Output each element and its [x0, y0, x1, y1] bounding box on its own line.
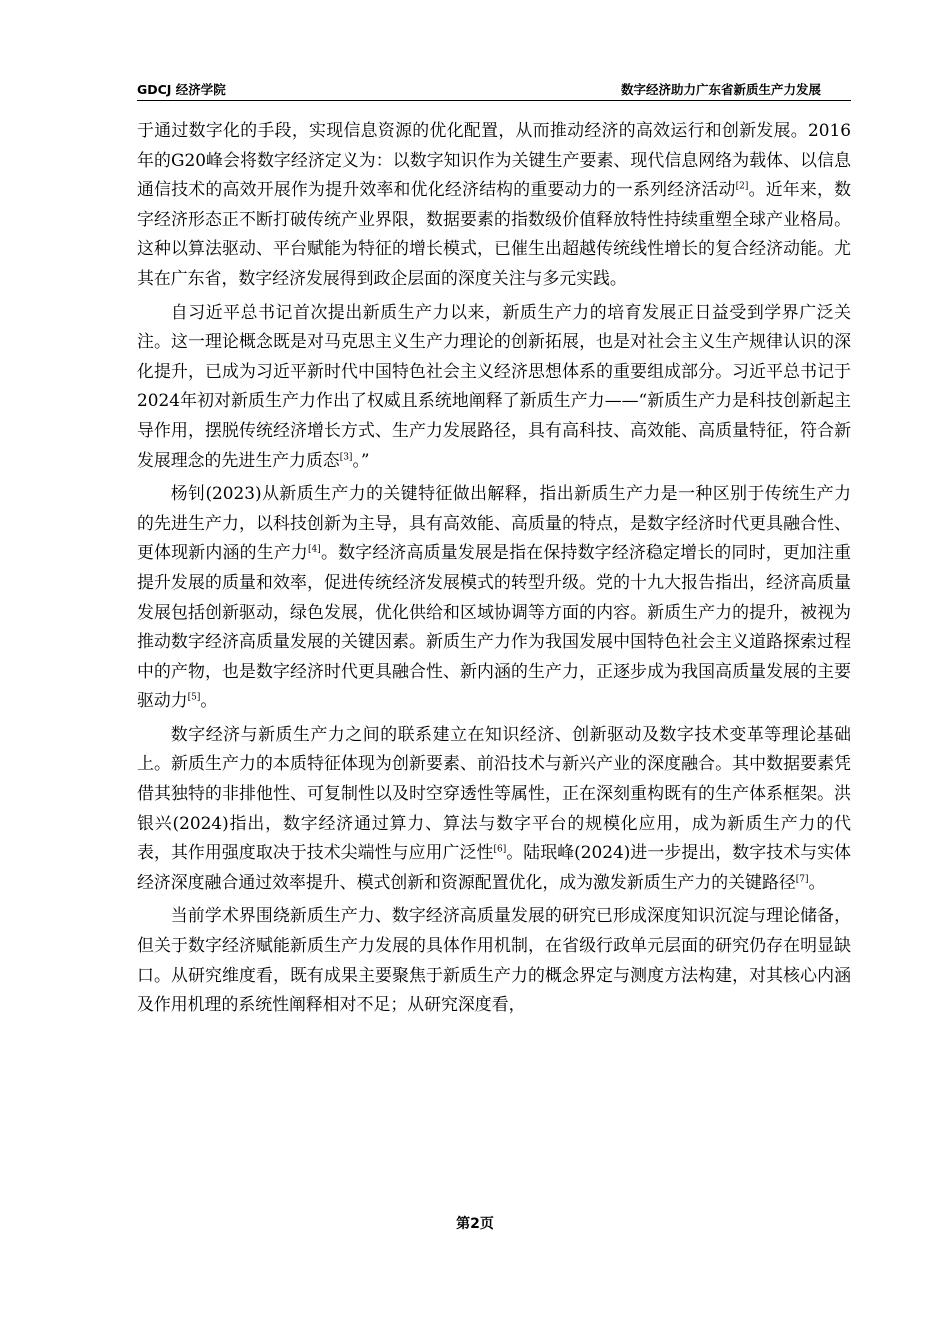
paragraph-text: 杨钊(2023)从新质生产力的关键特征做出解释，指出新质生产力是一种区别于传统生产力的先进生产力，以科技创新为主导，具有高效能、高质量的特点，是数字经济时代更具融合性、更体现新内涵的生产力	[137, 483, 851, 563]
citation-marker: [2]	[735, 181, 749, 192]
citation-marker: [7]	[795, 874, 809, 885]
document-body	[137, 116, 851, 1024]
citation-marker: [6]	[493, 844, 507, 855]
page-header	[137, 78, 851, 98]
paragraph	[137, 901, 851, 1019]
paragraph-text: 当前学术界围绕新质生产力、数字经济高质量发展的研究已形成深度知识沉淀与理论储备，但关于数字经济赋能新质生产力发展的具体作用机制，在省级行政单元层面的研究仍存在明显缺口。从研究维度看，既有成果主要聚焦于新质生产力的概念界定与测度方法构建，对其核心内涵及作用机理的系统性阐释相对不足；从研究深度看，	[137, 905, 851, 1015]
paragraph	[137, 479, 851, 716]
paragraph-text: 。”	[352, 449, 370, 470]
citation-marker: [5]	[187, 692, 201, 703]
header-rule	[137, 100, 851, 101]
paragraph-text: 。数字经济高质量发展是指在保持数字经济稳定增长的同时，更加注重提升发展的质量和效率，促进传统经济发展模式的转型升级。党的十九大报告指出，经济高质量发展包括创新驱动，绿色发展，优化供给和区域协调等方面的内容。新质生产力的提升，被视为推动数字经济高质量发展的关键因素。新质生产力作为我国发展中国特色社会主义道路探索过程中的产物，也是数字经济时代更具融合性、新内涵的生产力，正逐步成为我国高质量发展的主要驱动力	[137, 542, 852, 711]
paragraph-text: 数字经济与新质生产力之间的联系建立在知识经济、创新驱动及数字技术变革等理论基础上。新质生产力的本质特征体现为创新要素、前沿技术与新兴产业的深度融合。其中数据要素凭借其独特的非排他性、可复制性以及时空穿透性等属性，正在深刻重构既有的生产体系框架。洪银兴(2024)指出，数字经济通过算力、算法与数字平台的规模化应用，成为新质生产力的代表，其作用强度取决于技术尖端性与应用广泛性	[137, 723, 851, 863]
page-number: 第2页	[456, 1216, 494, 1232]
citation-marker: [3]	[339, 451, 353, 462]
header-title: 数字经济助力广东省新质生产力发展	[620, 82, 821, 97]
paragraph-text: 。近年来，数字经济形态正不断打破传统产业界限，数据要素的指数级价值释放特性持续重塑全球产业格局。这种以算法驱动、平台赋能为特征的增长模式，已催生出超越传统线性增长的复合经济动能。尤其在广东省，数字经济发展得到政企层面的深度关注与多元实践。	[137, 179, 851, 288]
header-institution: GDCJ 经济学院	[137, 82, 226, 97]
paragraph-text: 。陆珉峰(2024)进一步提出，数字技术与实体经济深度融合通过效率提升、模式创新和资源配置优化，成为激发新质生产力的关键路径	[137, 842, 851, 892]
paragraph-text: 自习近平总书记首次提出新质生产力以来，新质生产力的培育发展正日益受到学界广泛关注。这一理论概念既是对马克思主义生产力理论的创新拓展，也是对社会主义生产规律认识的深化提升，已成为习近平新时代中国特色社会主义经济思想体系的重要组成部分。习近平总书记于2024年初对新质生产力作出了权威且系统地阐释了新质生产力——“新质生产力是科技创新起主导作用，摆脱传统经济增长方式、生产力发展路径，具有高科技、高效能、高质量特征，符合新发展理念的先进生产力质态	[137, 301, 851, 470]
paragraph-text: 。	[808, 871, 826, 892]
citation-marker: [4]	[308, 544, 321, 555]
paragraph	[137, 298, 851, 476]
paragraph-text: 于通过数字化的手段，实现信息资源的优化配置，从而推动经济的高效运行和创新发展。2016年的G20峰会将数字经济定义为：以数字知识作为关键生产要素、现代信息网络为载体、以信息通信技术的高效开展作为提升效率和优化经济结构的重要动力的一系列经济活动	[137, 120, 851, 200]
paragraph	[137, 720, 851, 898]
paragraph	[137, 116, 851, 294]
paragraph-text: 。	[200, 690, 218, 711]
